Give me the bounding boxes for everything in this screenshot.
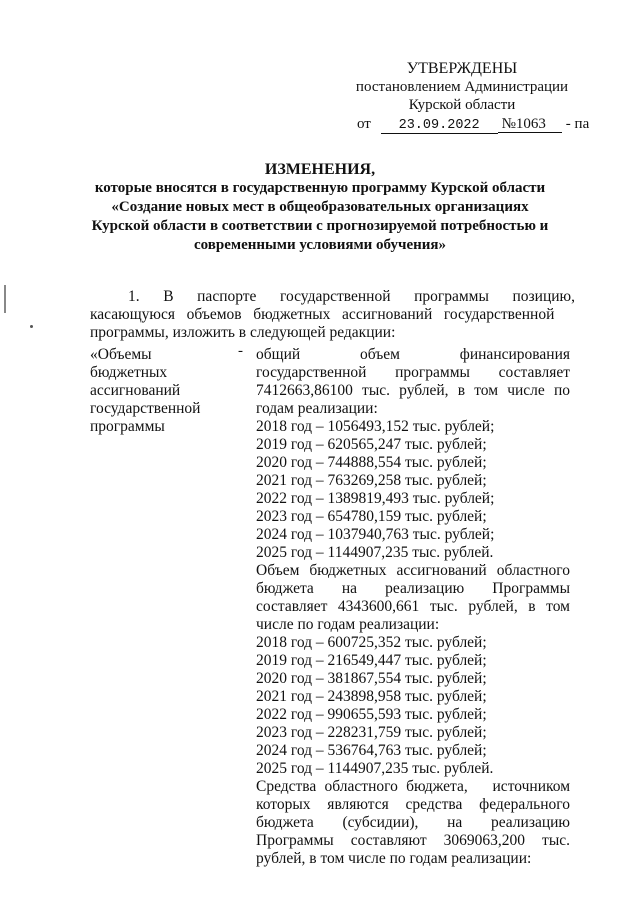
- regional-year-2024: 2024 год – 536764,763 тыс. рублей;: [256, 742, 487, 759]
- approval-title: УТВЕРЖДЕНЫ: [406, 60, 518, 77]
- total-year-2018: 2018 год – 1056493,152 тыс. рублей;: [256, 418, 495, 435]
- regional-year-2018: 2018 год – 600725,352 тыс. рублей;: [256, 634, 487, 651]
- number-suffix: - па: [565, 116, 590, 132]
- regional-year-2023: 2023 год – 228231,759 тыс. рублей;: [256, 724, 487, 741]
- label-line: программы: [90, 418, 165, 435]
- approval-block: [352, 60, 572, 114]
- total-year-2024: 2024 год – 1037940,763 тыс. рублей;: [256, 526, 495, 543]
- paragraph-line-1: 1. В паспорте государственной программы позицию,: [128, 288, 575, 305]
- intro-paragraph: [90, 288, 575, 342]
- scan-edge-mark: [4, 285, 6, 313]
- approval-line-2: постановлением Администрации: [355, 79, 569, 95]
- title-line-3: Курской области в соответствии с прогнозируемой потребностью и: [91, 218, 549, 234]
- label-line: «Объемы: [90, 346, 152, 363]
- total-year-2025: 2025 год – 1144907,235 тыс. рублей.: [256, 544, 494, 561]
- regional-year-2020: 2020 год – 381867,554 тыс. рублей;: [256, 670, 487, 687]
- position-label: [90, 346, 240, 436]
- title-line-1: которые вносятся в государственную программу Курской области: [94, 180, 546, 196]
- regional-year-2019: 2019 год – 216549,447 тыс. рублей;: [256, 652, 487, 669]
- paragraph-line-3: программы, изложить в следующей редакции:: [90, 324, 396, 341]
- approval-date: 23.09.2022: [381, 118, 498, 134]
- approval-date-line: [357, 116, 589, 133]
- position-content: [256, 346, 574, 868]
- document-title: [60, 160, 580, 255]
- scan-dot: [30, 325, 33, 328]
- regional-year-2021: 2021 год – 243898,958 тыс. рублей;: [256, 688, 487, 705]
- regional-budget-text: Объем бюджетных ассигнований областного бюджета на реализацию Программы составляет 4343600,661 тыс. рублей, в том числе по годам реализации:: [256, 562, 570, 633]
- paragraph-line-2: касающуюся объемов бюджетных ассигнований государственной: [90, 306, 555, 323]
- regional-year-2025: 2025 год – 1144907,235 тыс. рублей.: [256, 760, 494, 777]
- total-year-2022: 2022 год – 1389819,493 тыс. рублей;: [256, 490, 495, 507]
- total-year-2021: 2021 год – 763269,258 тыс. рублей;: [256, 472, 487, 489]
- total-year-2019: 2019 год – 620565,247 тыс. рублей;: [256, 436, 487, 453]
- label-line: ассигнований: [90, 382, 181, 399]
- total-year-2023: 2023 год – 654780,159 тыс. рублей;: [256, 508, 487, 525]
- regional-year-2022: 2022 год – 990655,593 тыс. рублей;: [256, 706, 487, 723]
- separator-dash: -: [238, 343, 243, 359]
- federal-subsidy-text: Средства областного бюджета, источником которых являются средства федерального бюджета (субсидии), на реализацию Программы составляют 3069063,200 тыс. рублей, в том числе по годам реализации:: [256, 778, 574, 867]
- label-line: бюджетных: [90, 364, 168, 381]
- title-line-2: «Создание новых мест в общеобразовательных организациях: [111, 199, 529, 215]
- date-prefix: от: [357, 116, 371, 132]
- total-financing-text: общий объем финансирования государственной программы составляет 7412663,86100 тыс. рублей, в том числе по годам реализации:: [256, 346, 570, 417]
- approval-number: №1063: [498, 116, 562, 133]
- title-heading: ИЗМЕНЕНИЯ,: [264, 161, 376, 178]
- total-year-2020: 2020 год – 744888,554 тыс. рублей;: [256, 454, 487, 471]
- label-line: государственной: [90, 400, 201, 417]
- title-line-4: современными условиями обучения»: [193, 237, 447, 253]
- approval-line-3: Курской области: [408, 97, 516, 113]
